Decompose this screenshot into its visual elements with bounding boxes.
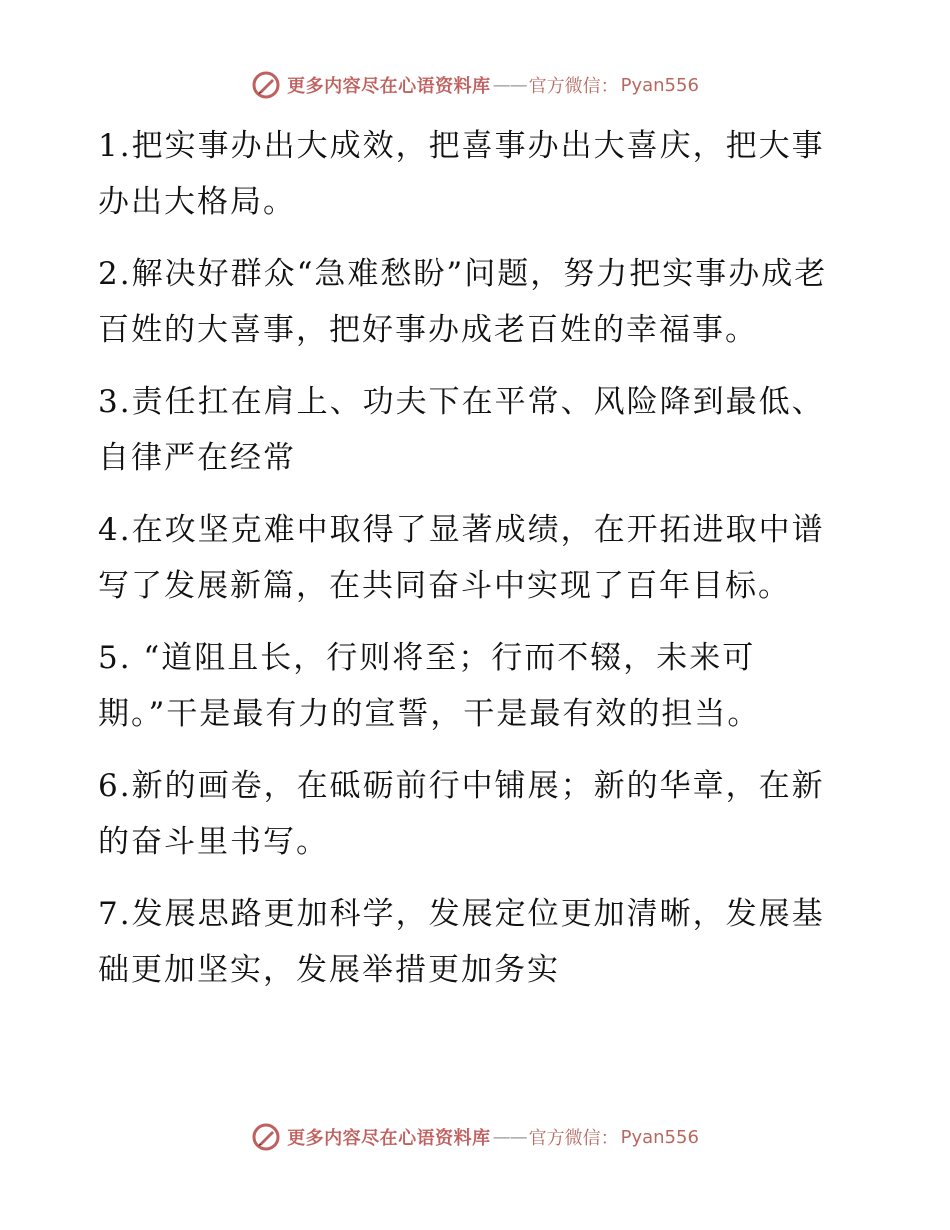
- header-brand: 更多内容尽在心语资料库: [287, 76, 491, 97]
- list-item: 6.新的画卷，在砥砺前行中铺展；新的华章，在新的奋斗里书写。: [98, 768, 825, 860]
- list-item: 1.把实事办出大成效，把喜事办出大喜庆，把大事办出大格局。: [98, 128, 825, 220]
- header-wechat-label: 官方微信：: [528, 76, 619, 97]
- list-item: 4.在攻坚克难中取得了显著成绩，在开拓进取中谱写了发展新篇，在共同奋斗中实现了百年目标。: [98, 512, 825, 604]
- pen-logo-icon: [251, 1122, 281, 1152]
- footer-brand: 更多内容尽在心语资料库: [287, 1128, 491, 1149]
- page-footer: [0, 1122, 950, 1152]
- page-header: [0, 70, 950, 100]
- footer-wechat-id: Pyan556: [620, 1126, 699, 1148]
- list-item: 3.责任扛在肩上、功夫下在平常、风险降到最低、自律严在经常: [98, 384, 825, 476]
- footer-wechat-label: 官方微信：: [528, 1128, 619, 1149]
- list-item: 2.解决好群众“急难愁盼”问题，努力把实事办成老百姓的大喜事，把好事办成老百姓的幸福事。: [98, 256, 828, 348]
- header-separator: ——: [492, 74, 527, 96]
- header-wechat-id: Pyan556: [620, 74, 699, 96]
- list-item: 7.发展思路更加科学，发展定位更加清晰，发展基础更加坚实，发展举措更加务实: [98, 896, 825, 988]
- pen-logo-icon: [251, 70, 281, 100]
- list-item: 5. “道阻且长，行则将至；行而不辍，未来可期。”干是最有力的宣誓，干是最有效的担当。: [98, 640, 761, 732]
- footer-separator: ——: [492, 1126, 527, 1148]
- document-body: [98, 118, 838, 1014]
